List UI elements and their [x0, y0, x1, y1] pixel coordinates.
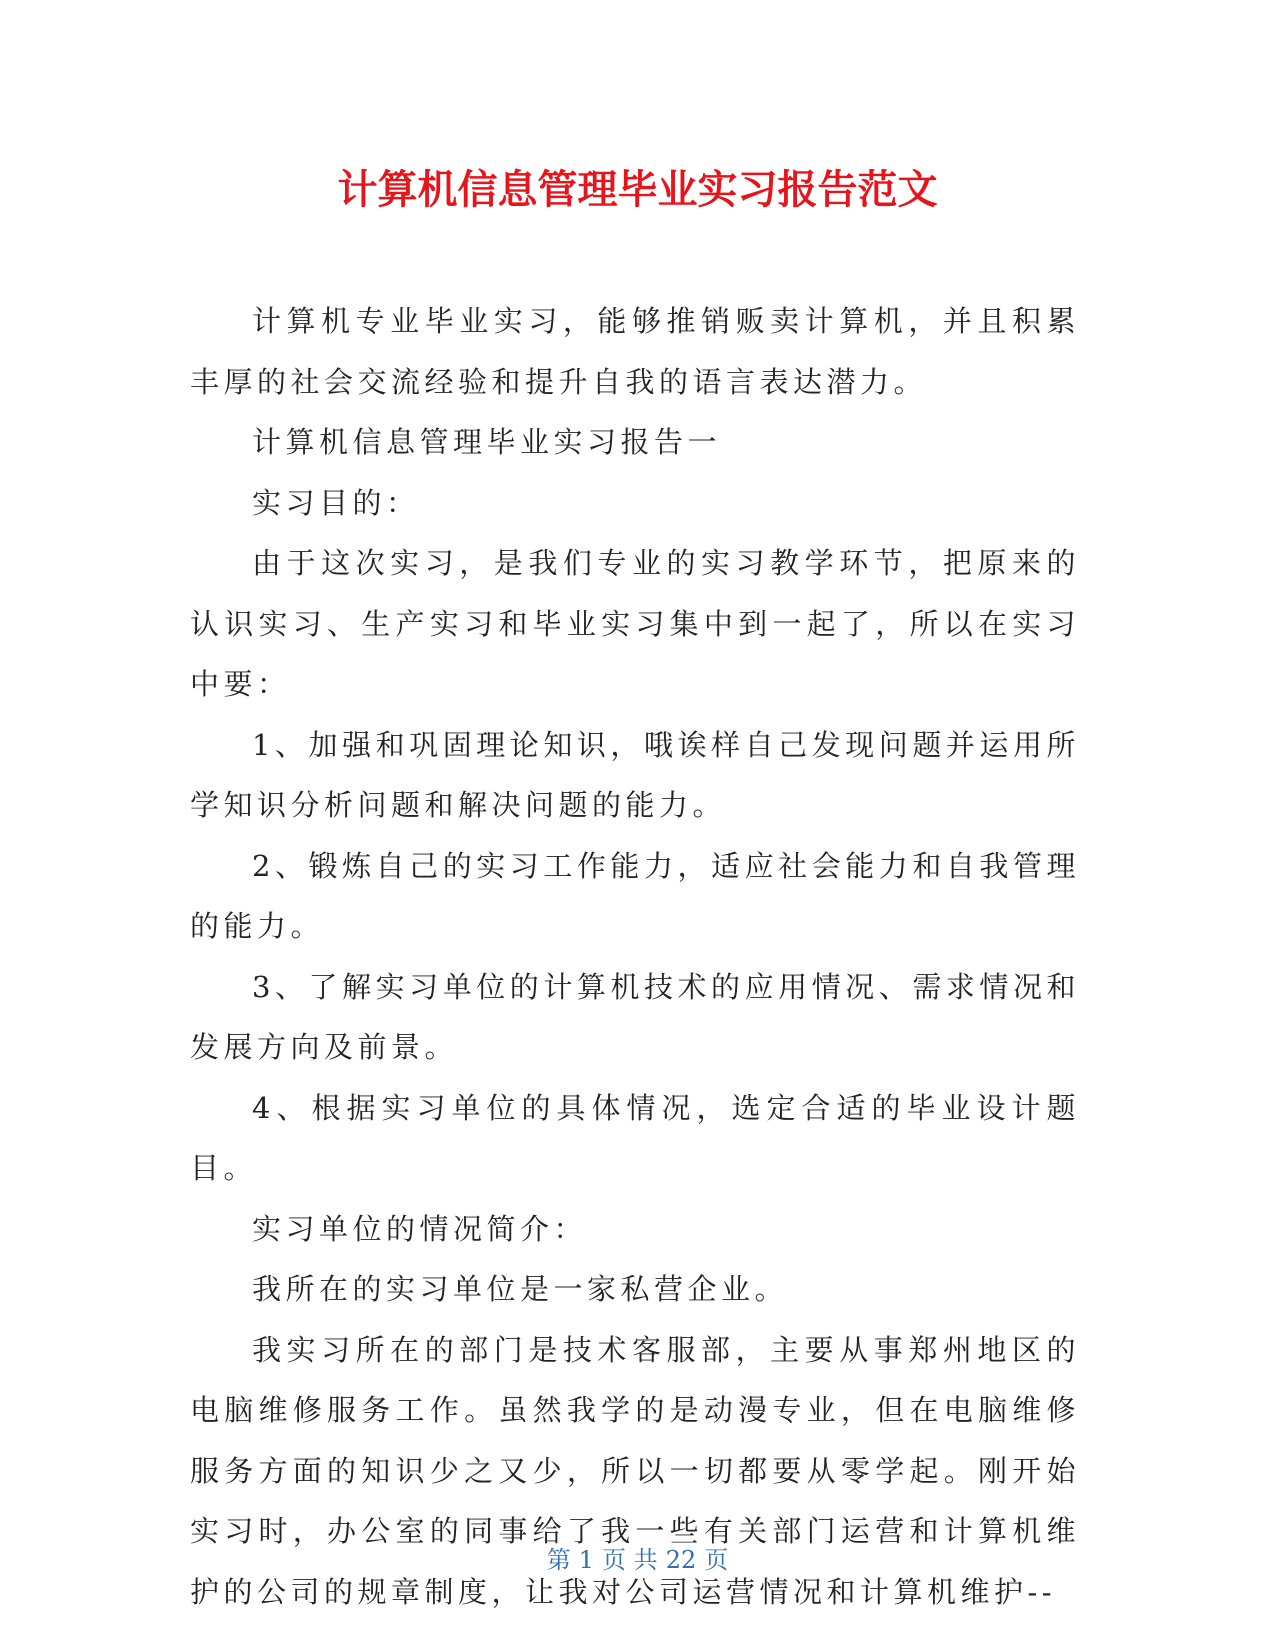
paragraph-item-3: 3、了解实习单位的计算机技术的应用情况、需求情况和发展方向及前景。 [190, 969, 1080, 1064]
paragraph-purpose-heading: 实习目的： [252, 485, 420, 520]
page-footer [0, 1545, 1275, 1575]
paragraph-item-2: 2、锻炼自己的实习工作能力，适应社会能力和自我管理的能力。 [190, 848, 1080, 943]
document-title: 计算机信息管理毕业实习报告范文 [337, 167, 938, 213]
footer-prefix: 第 [546, 1546, 571, 1574]
footer-current-page: 1 [578, 1546, 595, 1574]
paragraph-department: 我实习所在的部门是技术客服部，主要从事郑州地区的电脑维修服务工作。虽然我学的是动漫专业，但在电脑维修服务方面的知识少之又少，所以一切都要从零学起。刚开始实习时，办公室的同事给了我一些有关部门运营和计算机维护的公司的规章制度，让我对公司运营情况和计算机维护-- [190, 1332, 1080, 1609]
paragraph-item-1: 1、加强和巩固理论知识，哦诶样自己发现问题并运用所学知识分析问题和解决问题的能力。 [190, 727, 1080, 822]
footer-middle: 页 共 [602, 1546, 658, 1574]
paragraph-intro: 计算机专业毕业实习，能够推销贩卖计算机，并且积累丰厚的社会交流经验和提升自我的语言表达潜力。 [190, 304, 1080, 399]
footer-suffix: 页 [704, 1546, 729, 1574]
paragraph-unit-desc: 我所在的实习单位是一家私营企业。 [252, 1272, 789, 1306]
paragraph-report-heading: 计算机信息管理毕业实习报告一 [252, 425, 722, 459]
paragraph-item-4: 4、根据实习单位的具体情况，选定合适的毕业设计题目。 [190, 1090, 1080, 1185]
paragraph-unit-heading: 实习单位的情况简介： [252, 1211, 588, 1246]
footer-total-pages: 22 [665, 1546, 697, 1574]
document-body [190, 291, 1080, 1622]
paragraph-purpose-intro: 由于这次实习，是我们专业的实习教学环节，把原来的认识实习、生产实习和毕业实习集中到一起了，所以在实习中要： [190, 546, 1080, 701]
